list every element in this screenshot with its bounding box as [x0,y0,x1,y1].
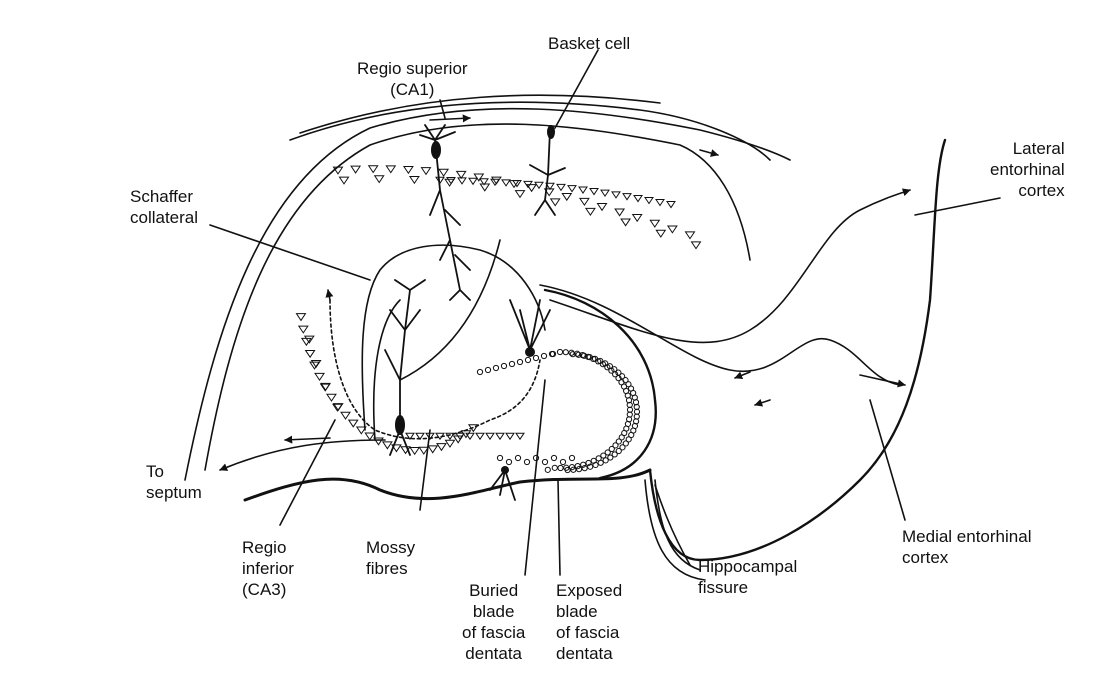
septum-fibre [220,440,385,470]
pyramidal-cell-mark [516,191,525,198]
label-lateral-entorhinal-cortex: Lateral entorhinal cortex [990,139,1065,200]
pointer-regio-inferior [280,420,335,525]
pointer-buried-blade [525,380,545,575]
granule-cell-mark [552,465,557,470]
schaffer-collateral-line [210,225,370,280]
pyramidal-cell-mark [296,314,305,321]
fibre-arrow-6 [328,290,330,300]
granule-cell-mark [524,459,529,464]
pointer-lateral-entorhinal [915,198,1000,215]
entorhinal-lower-boundary [650,140,945,560]
pyramidal-cell-mark [686,232,695,239]
label-regio-superior: Regio superior (CA1) [357,59,468,99]
pyramidal-cell-mark [579,187,587,193]
pyramidal-cell-mark [633,215,642,222]
label-to-septum: To septum [146,462,202,502]
label-buried-blade: Buried blade of fascia dentata [462,581,526,663]
entorhinal-upper-surface [540,285,900,385]
pyramidal-cell-mark [436,177,444,183]
pyramidal-cell-mark [557,184,565,190]
pyramidal-cell-mark [334,167,343,174]
pyramidal-cell-mark [315,373,324,380]
granule-cell-mark [509,361,514,366]
pyramidal-cell-mark [506,433,514,439]
granule-cell-mark [541,353,546,358]
pyramidal-cell-mark [306,350,315,357]
pyramidal-cell-mark [516,433,524,439]
granule-cell-mark [542,459,547,464]
pyramidal-cell-mark [469,178,477,184]
pyramidal-cell-mark [386,166,395,173]
alveus-outer-curve [185,109,790,480]
granule-cell-layer [477,349,639,472]
pyramidal-cell-mark [410,176,419,183]
pyramidal-cell-mark [341,412,350,419]
label-basket-cell: Basket cell [548,34,631,53]
pyramidal-cell-mark [645,198,653,204]
pyramidal-cell-mark [349,420,358,427]
pyramidal-cell-mark [422,168,431,175]
granule-cell-mark [603,458,608,463]
pointer-basket-cell [555,50,598,128]
pyramidal-cell-mark [650,220,659,227]
entorhinal-lateral-surface [550,190,910,342]
pyramidal-cell-mark [439,169,448,176]
pyramidal-cell-mark [586,208,595,215]
granule-cell-mark [558,465,563,470]
pyramidal-cell-mark [457,171,466,178]
pyramidal-cell-mark [437,444,446,451]
pyramidal-cell-mark [667,202,675,208]
granule-cell-mark [525,357,530,362]
pyramidal-cell-mark [621,219,630,226]
pyramidal-cell-mark [527,185,536,192]
alveus-upper-band [290,102,770,160]
granule-cell-mark [551,455,556,460]
pyramidal-cell-mark [428,446,437,453]
pyramidal-cell-mark [656,200,664,206]
fibre-arrow-5 [860,375,905,385]
pointer-regio-superior [440,100,445,118]
pyramidal-cell-mark [404,166,413,173]
label-schaffer-collateral: Schaffer collateral [130,187,199,227]
ca1-pyramidal-cell [420,125,470,300]
basket-cell-fibres [530,130,565,215]
pyramidal-cell-mark [562,193,571,200]
pyramidal-cell-mark [476,433,484,439]
label-hippocampal-fissure: Hippocampal fissure [698,557,798,597]
pointer-fissure [655,485,690,565]
pyramidal-cell-mark [634,196,642,202]
granule-cell-mark [563,350,568,355]
granule-cell-body [525,347,535,357]
schaffer-branch [400,240,500,380]
granule-cell-mark [501,363,506,368]
pyramidal-cell-mark [612,192,620,198]
granule-cell-mark [515,455,520,460]
pointer-exposed-blade [558,480,560,575]
pyramidal-cell-mark [365,433,374,440]
granule-cell-mark [477,369,482,374]
pyramidal-cell-mark [327,394,336,401]
granule-cell-mark [545,467,550,472]
pyramidal-cell-mark [480,184,489,191]
granule-cell-mark [485,367,490,372]
septum-arrow-line [285,438,330,440]
pyramidal-cell-mark [598,204,607,211]
pyramidal-cell-mark [615,209,624,216]
pyramidal-cell-mark [502,180,510,186]
pyramidal-cell-mark [375,176,384,183]
ca1-cell-body [431,141,441,159]
pyramidal-cell-mark [623,194,631,200]
pyramidal-cell-mark [351,166,360,173]
granule-cell-mark [569,455,574,460]
label-mossy-fibres: Mossy fibres [366,538,416,578]
granule-cell-mark [557,349,562,354]
granule-cell-mark [569,350,574,355]
pyramidal-cell-mark [299,326,308,333]
pyramidal-cell-mark [692,242,701,249]
pyramidal-cell-mark [369,166,378,173]
label-regio-inferior: Regio inferior (CA3) [242,538,294,599]
fibre-arrow-4 [755,400,770,405]
alveus-inner-curve [205,124,750,470]
label-medial-entorhinal-cortex: Medial entorhinal cortex [902,527,1032,567]
pyramidal-cell-mark [580,198,589,205]
granule-cell-mark [506,459,511,464]
pyramidal-cell-mark [445,440,454,447]
label-exposed-blade: Exposed blade of fascia dentata [556,581,623,663]
pyramidal-cell-mark [340,177,349,184]
pyramidal-cell-mark [601,190,609,196]
granule-cell-body-2 [501,466,509,474]
granule-cell-mark [493,365,498,370]
fibre-arrow-3 [735,372,750,378]
granule-cell-mark [533,355,538,360]
alveus-arrow-2 [700,150,718,155]
pyramidal-cell-mark [496,433,504,439]
alveus-arrow-1 [430,118,470,120]
granule-cell-mark [533,455,538,460]
granule-cell-mark [497,455,502,460]
ca3-cell-body [395,415,405,435]
pyramidal-cell-mark [383,442,392,449]
ca3-pyramidal-cell [385,280,425,455]
pyramidal-cell-mark [656,230,665,237]
basket-cell-body [547,125,555,139]
pyramidal-cell-mark [590,189,598,195]
pyramidal-cell-mark [551,199,560,206]
pyramidal-cell-mark [486,433,494,439]
granule-cell-mark [598,460,603,465]
pyramidal-cell-mark [568,186,576,192]
pyramidal-cell-mark [458,178,466,184]
granule-cell-mark [517,359,522,364]
pyramidal-cell-mark [668,226,677,233]
pyramidal-cell-mark [410,447,419,454]
pyramidal-cell-mark [305,336,314,343]
granule-cell-mark [560,459,565,464]
